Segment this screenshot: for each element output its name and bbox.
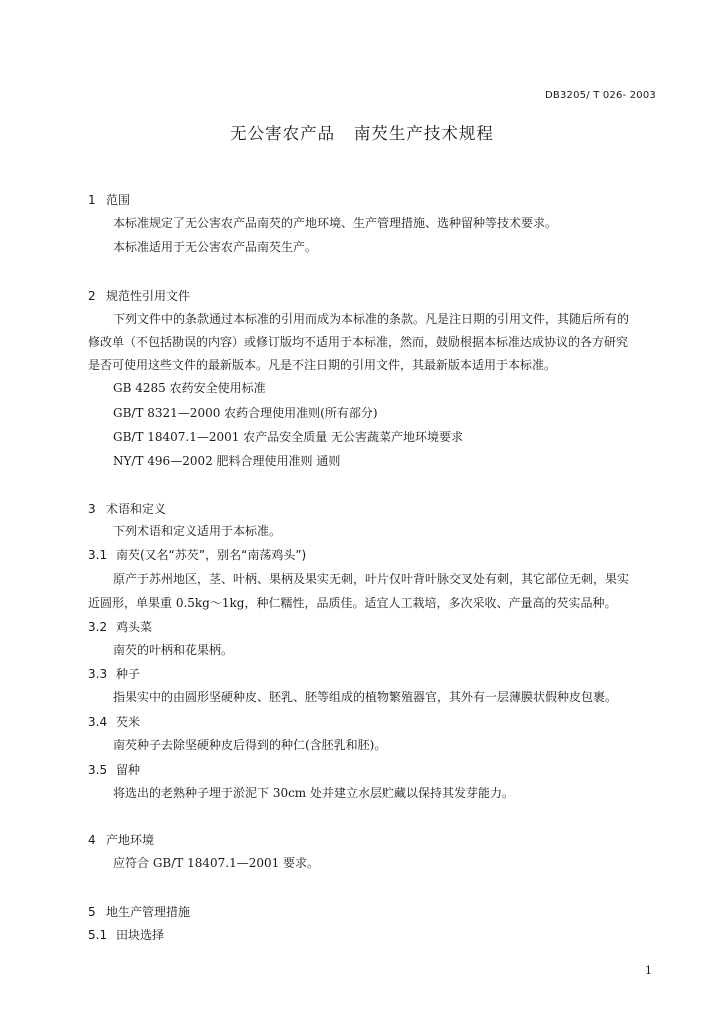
subsection-heading — [88, 761, 140, 778]
paragraph: 南芡种子去除坚硬种皮后得到的种仁(含胚乳和胚)。 — [113, 738, 387, 752]
paragraph: 本标准规定了无公害农产品南芡的产地环境、生产管理措施、选种留种等技术要求。 — [113, 216, 558, 230]
paragraph: 将选出的老熟种子埋于淤泥下 30cm 处并建立水层贮藏以保持其发芽能力。 — [113, 786, 515, 800]
section-title: 规范性引用文件 — [106, 289, 191, 303]
subsection-number: 3.3 — [88, 667, 108, 681]
paragraph: 下列术语和定义适用于本标准。 — [113, 524, 282, 538]
page-number: 1 — [645, 964, 652, 977]
section-heading-scope — [88, 191, 130, 208]
subsection-title: 鸡头菜 — [116, 620, 153, 634]
paragraph: 本标准适用于无公害农产品南芡生产。 — [113, 240, 318, 254]
subsection-number: 3.2 — [88, 620, 108, 634]
section-number: 2 — [88, 289, 96, 303]
section-number: 5 — [88, 905, 96, 919]
subsection-number: 3.1 — [88, 548, 108, 562]
document-title: 无公害农产品 南芡生产技术规程 — [230, 124, 494, 143]
section-heading-normative-references — [88, 287, 190, 304]
paragraph: 指果实中的由圆形坚硬种皮、胚乳、胚等组成的植物繁殖器官，其外有一层薄膜状假种皮包裹。 — [113, 690, 618, 704]
subsection-title: 田块选择 — [116, 928, 165, 942]
section-number: 3 — [88, 502, 96, 516]
reference-item: GB/T 8321—2000 农药合理使用准则(所有部分) — [113, 406, 378, 420]
reference-item: NY/T 496—2002 肥料合理使用准则 通则 — [113, 454, 341, 468]
subsection-heading — [88, 926, 164, 943]
section-heading-environment — [88, 831, 154, 848]
subsection-number: 5.1 — [88, 928, 108, 942]
section-title: 产地环境 — [106, 833, 155, 847]
subsection-title: 种子 — [116, 667, 141, 681]
reference-item: GB/T 18407.1—2001 农产品安全质量 无公害蔬菜产地环境要求 — [113, 430, 464, 444]
paragraph-line: 原产于苏州地区，茎、叶柄、果柄及果实无刺，叶片仅叶背叶脉交叉处有刺，其它部位无刺，果实 — [113, 572, 630, 586]
subsection-heading — [88, 665, 140, 682]
section-title: 范围 — [106, 193, 131, 207]
paragraph: 应符合 GB/T 18407.1—2001 要求。 — [113, 856, 320, 870]
subsection-number: 3.5 — [88, 763, 108, 777]
section-heading-terms — [88, 500, 166, 517]
reference-item: GB 4285 农药安全使用标准 — [113, 381, 266, 395]
paragraph-line: 是否可使用这些文件的最新版本。凡是不注日期的引用文件，其最新版本适用于本标准。 — [88, 358, 557, 372]
paragraph-line: 下列文件中的条款通过本标准的引用而成为本标准的条款。凡是注日期的引用文件，其随后所有的 — [113, 312, 630, 326]
subsection-title: 留种 — [116, 763, 141, 777]
section-number: 4 — [88, 833, 96, 847]
paragraph-line: 修改单（不包括勘误的内容）或修订版均不适用于本标准，然而，鼓励根据本标准达成协议的各方研究 — [88, 335, 629, 349]
paragraph-line: 近圆形，单果重 0.5kg～1kg，种仁糯性，品质佳。适宜人工栽培，多次采收、产量高的芡实品种。 — [88, 596, 617, 610]
subsection-heading — [88, 618, 152, 635]
subsection-heading — [88, 713, 140, 730]
subsection-title: 南芡(又名“苏芡”，别名“南荡鸡头”) — [116, 548, 307, 562]
section-title: 地生产管理措施 — [106, 905, 191, 919]
section-number: 1 — [88, 193, 96, 207]
paragraph: 南芡的叶柄和花果柄。 — [113, 643, 234, 657]
section-heading-management — [88, 903, 190, 920]
document-code: DB3205/ T 026- 2003 — [545, 90, 656, 101]
section-title: 术语和定义 — [106, 502, 167, 516]
subsection-title: 芡米 — [116, 715, 141, 729]
subsection-number: 3.4 — [88, 715, 108, 729]
subsection-heading — [88, 546, 306, 563]
